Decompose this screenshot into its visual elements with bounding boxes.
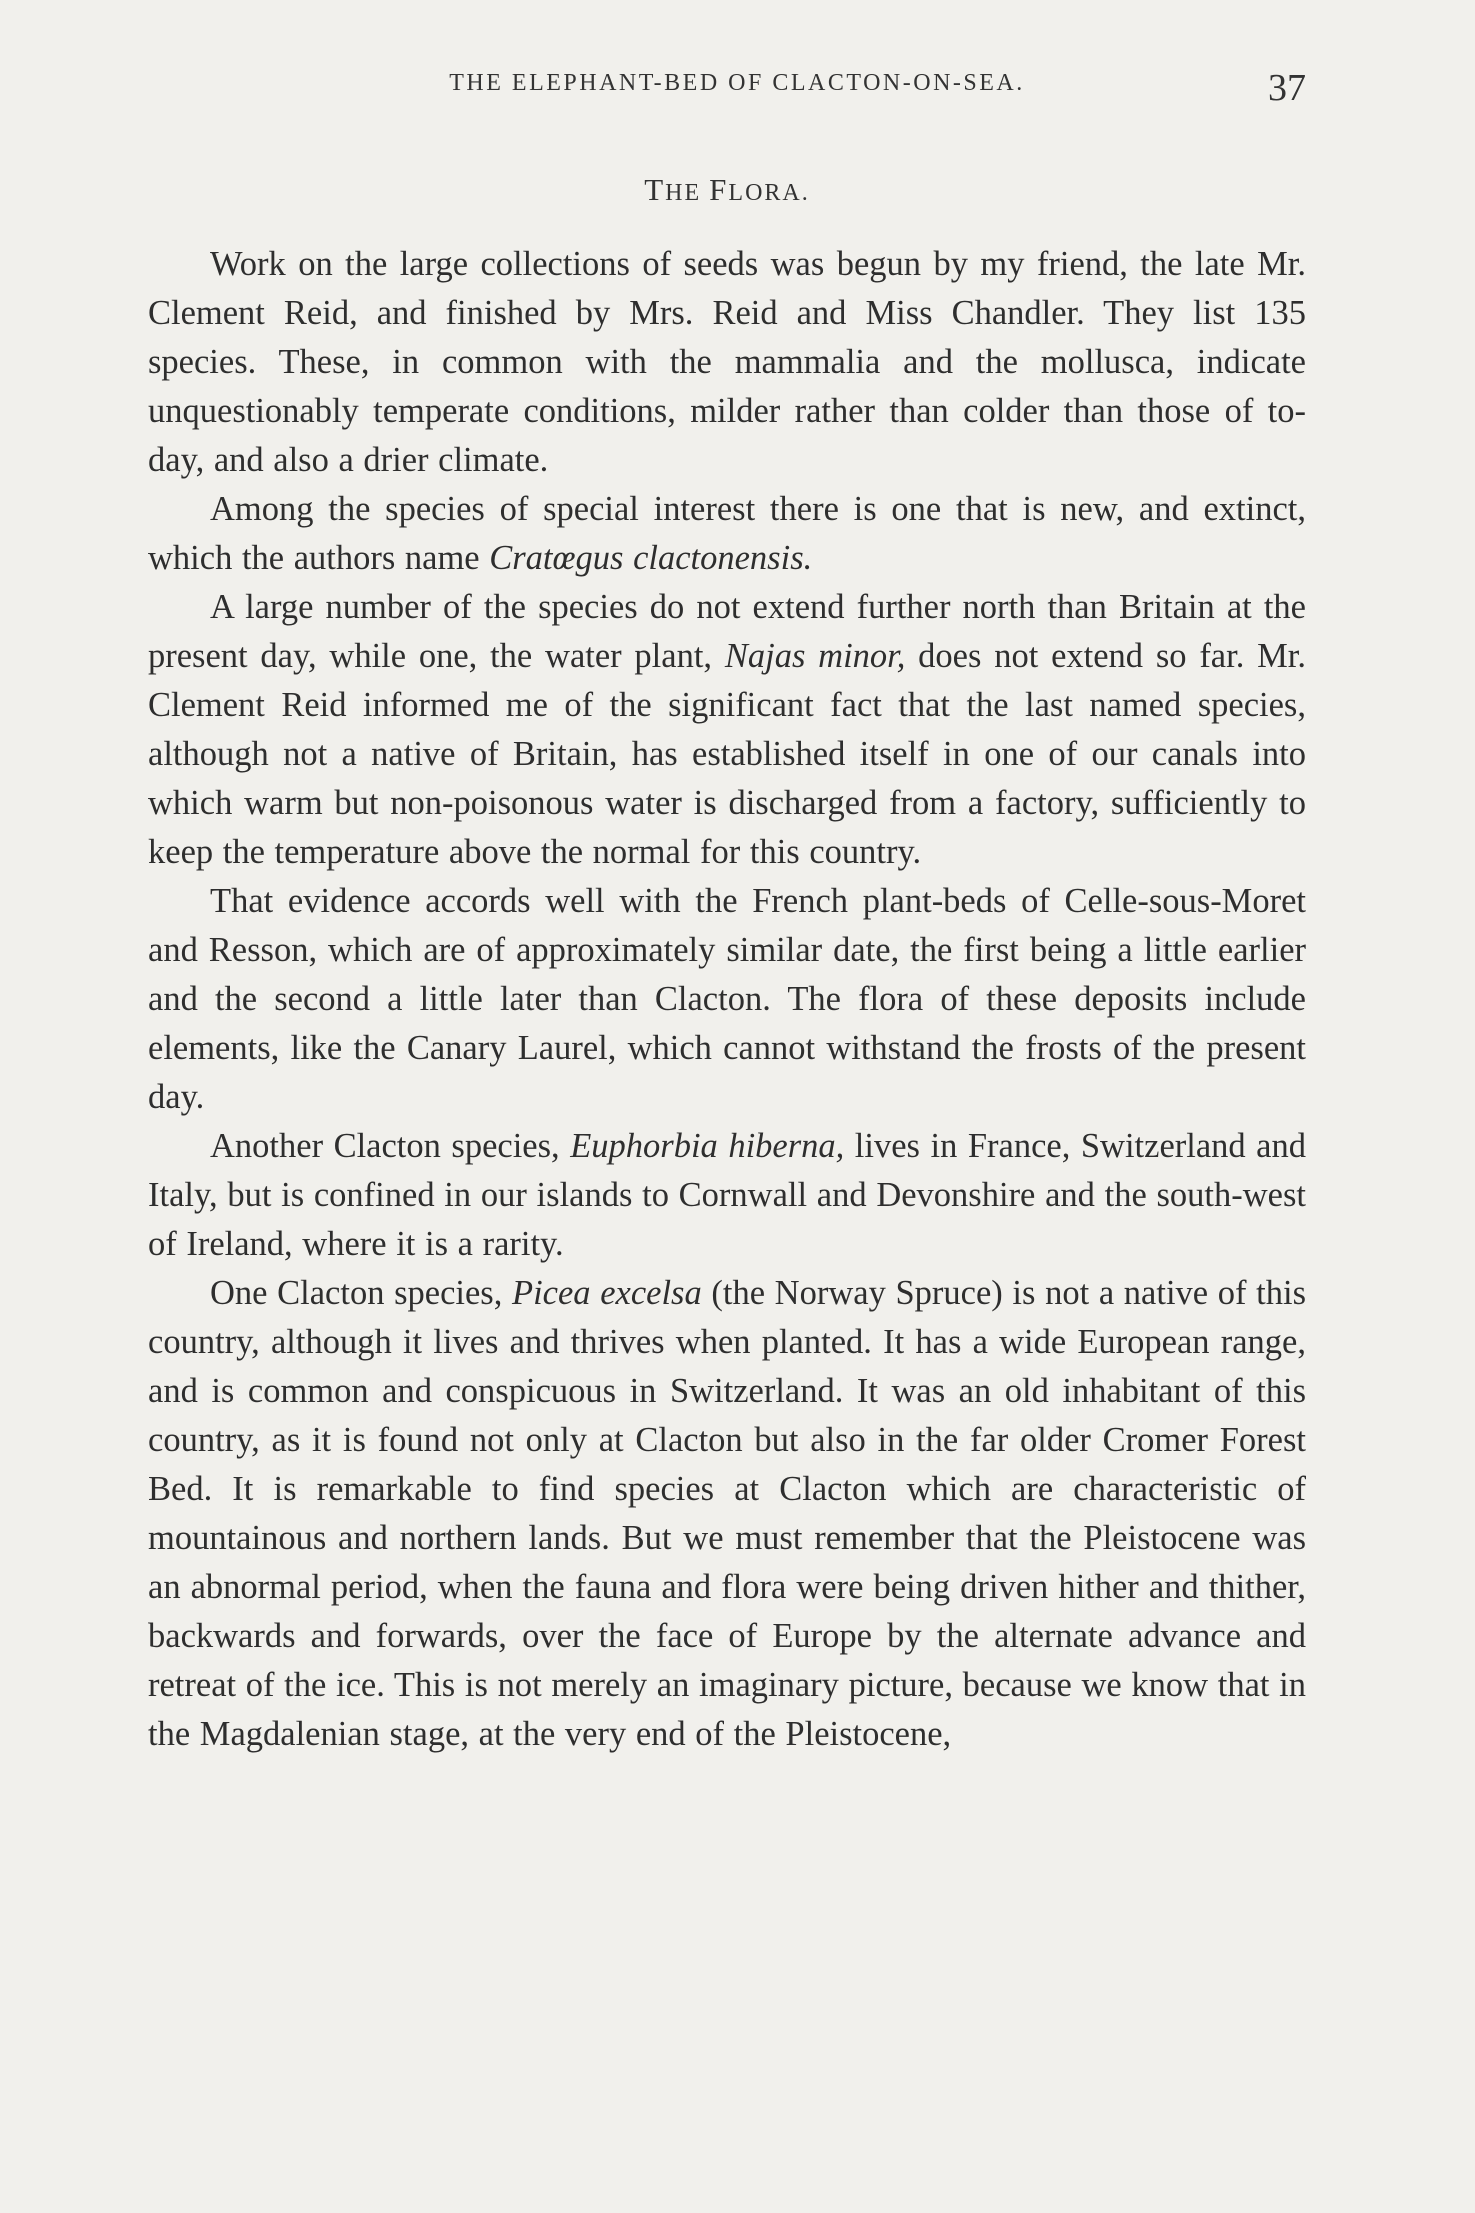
paragraph — [148, 240, 1306, 485]
running-title: THE ELEPHANT-BED OF CLACTON-ON-SEA. — [449, 70, 1025, 96]
species-name: Cratœgus clactonensis. — [489, 539, 813, 577]
species-name: Picea excelsa — [512, 1274, 702, 1312]
species-name: Najas minor, — [724, 637, 906, 675]
paragraph-text: A large number of the species do not extend further north than Britain at the present day, while one, the water plant, — [148, 588, 1306, 675]
running-head — [148, 67, 1306, 120]
section-heading — [148, 172, 1306, 208]
paragraph — [148, 485, 1306, 583]
species-name: Euphorbia hiberna, — [570, 1127, 845, 1165]
paragraph-text: lives in France, Switzerland and Italy, but is confined in our islands to Cornwall and Devonshire and the south-west of Ireland, where it is a rarity. — [148, 1127, 1306, 1263]
paragraph — [148, 877, 1306, 1122]
heading-smallcaps: LORA. — [728, 180, 810, 206]
heading-smallcaps: HE — [665, 180, 710, 206]
paragraph-text: (the Norway Spruce) is not a native of this country, although it lives and thrives when planted. It has a wide European range, and is common and conspicuous in Switzerland. It was an old inhabitant of this country, as it is found not only at Clacton but also in the far older Cromer Forest Bed. It is remarkable to find species at Clacton which are characteristic of mountainous and northern lands. But we must remember that the Pleistocene was an abnormal period, when the fauna and flora were being driven hither and thither, backwards and forwards, over the face of Europe by the alternate advance and retreat of the ice. This is not merely an imaginary picture, because we know that in the Magdalenian stage, at the very end of the Pleistocene, — [148, 1274, 1306, 1753]
paragraph-text: Among the species of special interest there is one that is new, and extinct, which the authors name — [148, 490, 1306, 577]
paragraph-text: Another Clacton species, — [210, 1127, 571, 1165]
paragraph-text: That evidence accords well with the French plant-beds of Celle-sous-Moret and Resson, which are of approximately similar date, the first being a little earlier and the second a little later than Clacton. The flora of these deposits include elements, like the Canary Laurel, which cannot withstand the frosts of the present day. — [148, 882, 1306, 1116]
body-text — [148, 240, 1306, 1759]
heading-initial: T — [644, 172, 666, 207]
paragraph — [148, 1122, 1306, 1269]
paragraph — [148, 583, 1306, 877]
paragraph-text: Work on the large collections of seeds was begun by my friend, the late Mr. Clement Reid, and finished by Mrs. Reid and Miss Chandler. They list 135 species. These, in common with the mammalia and the mollusca, indicate unquestionably temperate conditions, milder rather than colder than those of to-day, and also a drier climate. — [148, 245, 1306, 479]
page-number: 37 — [1268, 67, 1306, 109]
paragraph-text: One Clacton species, — [210, 1274, 513, 1312]
paragraph-text: does not extend so far. Mr. Clement Reid informed me of the significant fact that the last named species, although not a native of Britain, has established itself in one of our canals into which warm but non-poisonous water is discharged from a factory, sufficiently to keep the temperature above the normal for this country. — [148, 637, 1307, 871]
paragraph — [148, 1269, 1306, 1759]
heading-initial: F — [709, 172, 729, 207]
